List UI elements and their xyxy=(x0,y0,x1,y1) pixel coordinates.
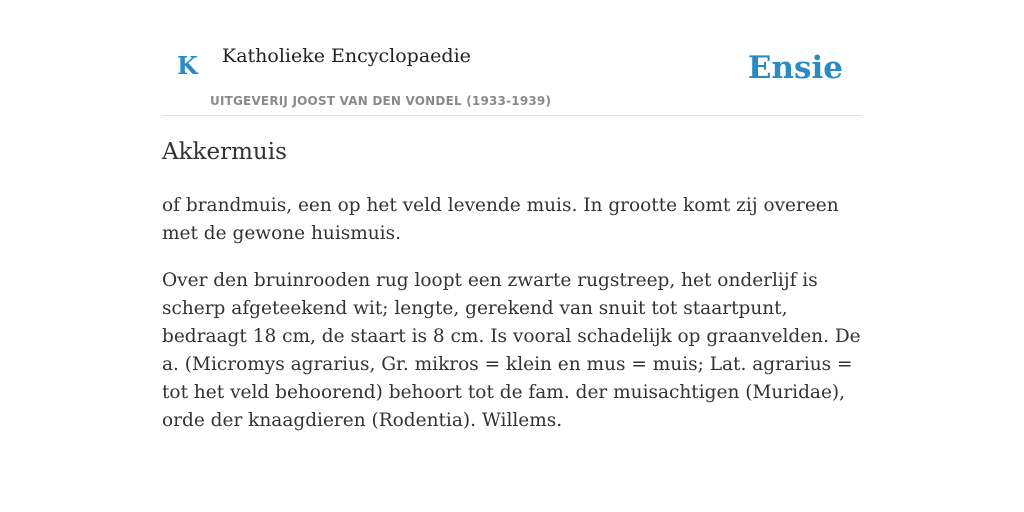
encyclopedia-logo[interactable]: K xyxy=(177,51,198,80)
page-header xyxy=(162,0,862,116)
article-title: Akkermuis xyxy=(162,139,287,165)
publisher-label: UITGEVERIJ JOOST VAN DEN VONDEL (1933-1939) xyxy=(210,94,552,108)
page xyxy=(162,0,862,512)
article-paragraph: of brandmuis, een op het veld levende muis. In grootte komt zij overeen met de gewone huismuis. xyxy=(162,195,839,244)
encyclopedia-title-link[interactable]: Katholieke Encyclopaedie xyxy=(222,45,471,67)
article-paragraph: Over den bruinrooden rug loopt een zwarte rugstreep, het onderlijf is scherp afgeteekend wit; lengte, gerekend van snuit tot staartpunt, bedraagt 18 cm, de staart is 8 cm. Is vooral schadelijk op graanvelden. De a. (Micromys agrarius, Gr. mikros = klein en mus = muis; Lat. agrarius = tot het veld behoorend) behoort tot de fam. der muisachtigen (Muridae), orde der knaagdieren (Rodentia). Willems. xyxy=(162,270,861,431)
ensie-brand-link[interactable]: Ensie xyxy=(747,50,843,86)
